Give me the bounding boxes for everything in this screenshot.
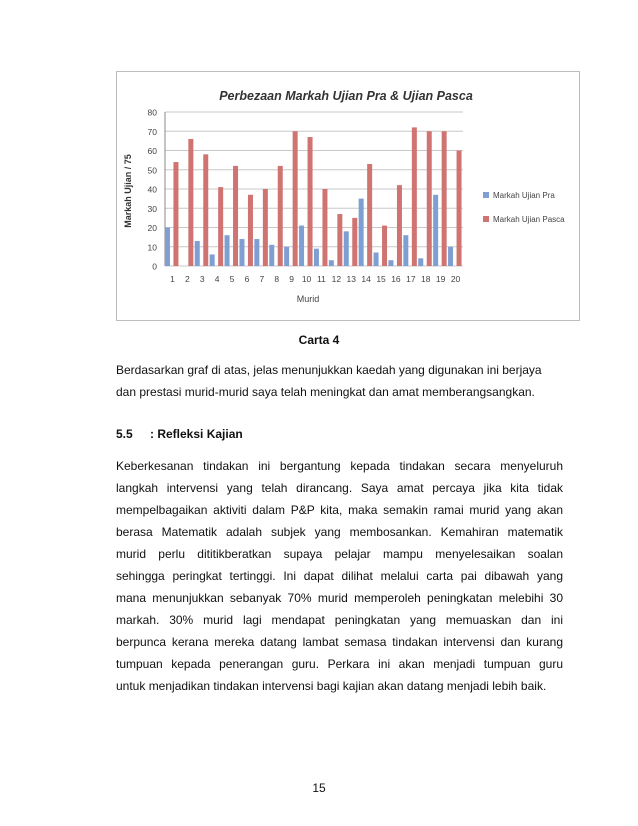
bar-pra [359,199,364,266]
bar-pasca [188,139,193,266]
bar-pra [448,247,453,266]
x-tick-label: 4 [214,274,220,284]
paragraph-line: tumpuan kepada penerangan guru. Perkara ini akan menjadi tumpuan guru [116,657,563,671]
y-axis-label: Markah Ujian / 75 [123,154,133,228]
paragraph-summary [116,359,563,403]
y-tick-label: 60 [147,146,157,156]
x-tick-label: 19 [435,274,446,284]
y-tick-label: 80 [147,107,157,118]
bar-pasca [263,189,268,266]
x-tick-label: 3 [199,274,205,284]
x-tick-label: 9 [289,274,295,284]
bar-pra [403,235,408,266]
bar-pasca [278,166,283,266]
x-tick-label: 13 [346,274,356,284]
bar-pasca [382,226,387,266]
bar-pasca [397,185,402,266]
bar-pra [299,226,304,266]
bar-pra [269,245,274,266]
section-heading [116,427,243,441]
bar-pasca [412,127,417,266]
bar-pra [329,260,334,266]
bar-pasca [218,187,223,266]
bar-pasca [442,131,447,266]
y-tick-label: 40 [147,184,157,195]
bar-pasca [308,137,313,266]
x-tick-label: 18 [421,274,431,284]
chart-frame [116,71,580,321]
bar-pasca [248,195,253,266]
bar-pra [418,258,423,266]
x-tick-label: 1 [170,274,175,284]
section-title: : Refleksi Kajian [150,427,243,441]
legend-swatch [483,216,489,222]
paragraph-line: Berdasarkan graf di atas, jelas menunjukkan kaedah yang digunakan ini berjaya [116,363,542,377]
paragraph-line: berasa Matematik adalah subjek yang membosankan. Kemahiran matematik [116,525,563,539]
bar-pasca [352,218,357,266]
bar-pasca [203,154,208,266]
bar-pra [344,231,349,266]
bar-pasca [293,131,298,266]
bar-pra [225,235,230,266]
bar-pra [374,253,379,266]
paragraph-line: untuk menjadikan tindakan intervensi bagi kajian akan datang menjadi lebih baik. [116,679,547,693]
x-tick-label: 7 [259,274,265,284]
y-tick-label: 0 [152,261,157,272]
x-tick-label: 6 [244,274,250,284]
section-number: 5.5 [116,427,133,441]
bar-pra [388,260,393,266]
x-tick-label: 15 [376,274,386,284]
bar-pasca [173,162,178,266]
paragraph-line: langkah intervensi yang telah dirancang. Saya amat percaya jika kita tidak [116,481,563,495]
legend-label: Markah Ujian Pra [493,191,555,200]
paragraph-line: berpunca kerana mereka datang lambat semasa tindakan intervensi dan kurang [116,635,563,649]
y-tick-label: 30 [147,203,157,214]
bar-pasca [322,189,327,266]
paragraph-line: markah. 30% murid lagi mendapat peningkatan yang memuaskan dan ini [116,613,563,627]
bar-pasca [457,151,462,267]
x-tick-label: 12 [331,274,342,284]
bar-pra [433,195,438,266]
y-tick-label: 20 [147,223,157,233]
y-tick-label: 50 [147,165,157,176]
page-number: 15 [312,781,326,795]
bar-pra [165,228,170,267]
y-tick-label: 10 [147,242,157,253]
x-axis-label: Murid [296,294,320,304]
paragraph-line: sehingga peringkat tertinggi. Ini dapat dilihat melalui carta pai dibawah yang [116,569,563,583]
bar-pasca [427,131,432,266]
x-tick-label: 14 [361,274,371,284]
paragraph-line: mana menunjukkan sebanyak 70% murid memperoleh peningkatan melebihi 30 [116,591,563,605]
bar-pra [314,249,319,266]
x-tick-label: 16 [391,274,401,284]
chart-title: Perbezaan Markah Ujian Pra & Ujian Pasca [219,89,473,103]
chart-caption: Carta 4 [298,333,340,347]
bar-pra [195,241,200,266]
x-tick-label: 10 [301,274,312,284]
x-tick-label: 17 [406,274,416,284]
x-tick-label: 20 [450,274,461,284]
bar-pra [239,239,244,266]
bar-pasca [233,166,238,266]
bar-chart [117,72,579,320]
x-tick-label: 5 [229,274,235,284]
x-tick-label: 2 [184,274,190,284]
paragraph-reflection [116,455,563,697]
legend-swatch [483,192,489,198]
paragraph-line: murid perlu dititikberatkan supaya pelajar mampu menyelesaikan soalan [116,547,563,561]
legend-label: Markah Ujian Pasca [493,215,565,224]
bar-pra [254,239,259,266]
bar-pasca [337,214,342,266]
bar-pasca [367,164,372,266]
paragraph-line: mempelbagaikan aktiviti dalam P&P kita, maka semakin ramai murid yang akan [116,503,563,517]
bar-pra [284,247,289,266]
x-tick-label: 8 [274,274,280,284]
y-tick-label: 70 [147,126,157,137]
paragraph-line: dan prestasi murid-murid saya telah meningkat dan amat memberangsangkan. [116,385,535,399]
paragraph-line: Keberkesanan tindakan ini bergantung kepada tindakan secara menyeluruh [116,459,563,473]
x-tick-label: 11 [317,274,326,284]
bar-pra [210,254,215,266]
